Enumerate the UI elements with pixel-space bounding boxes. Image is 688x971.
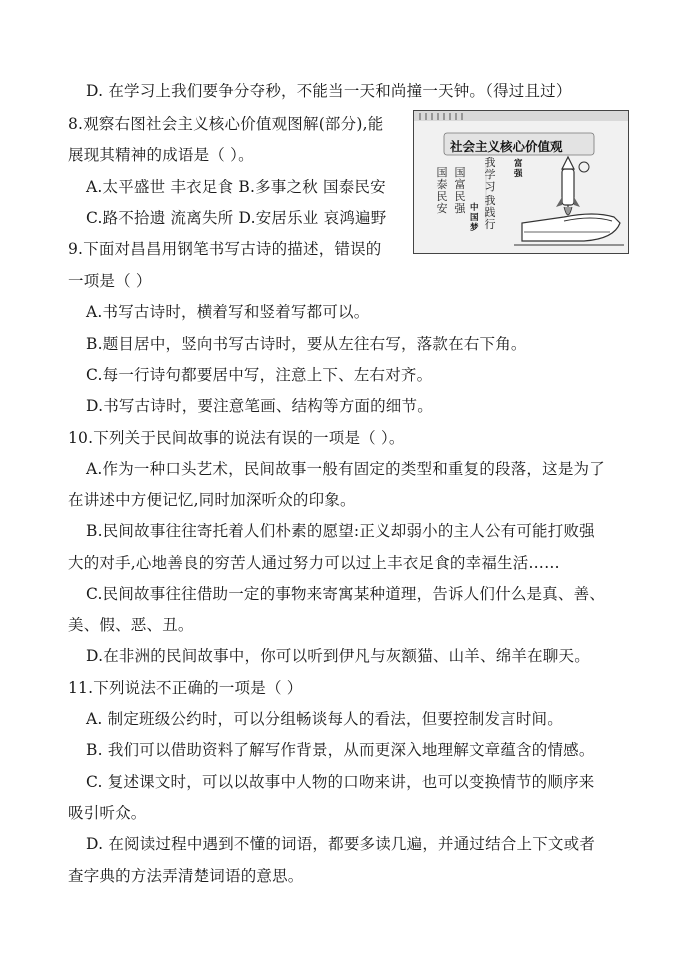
figure-tag-prosperity: 富强 [514,159,523,179]
question-8-options-cd: C.路不拾遗 流离失所 D.安居乐业 哀鸿遍野 [86,209,387,227]
option-d-q7: D. 在学习上我们要争分夺秒，不能当一天和尚撞一天钟。（得过且过） [86,82,572,100]
question-9-option-c: C.每一行诗句都要居中写，注意上下、左右对齐。 [86,366,433,384]
question-10-stem: 10.下列关于民间故事的说法有误的一项是（ ）。 [68,429,405,447]
question-10-option-b-cont: 大的对手,心地善良的穷苦人通过努力可以过上丰衣足食的幸福生活…… [68,554,560,572]
figure-col-guotai: 国泰民安 [436,166,448,215]
question-9-stem: 9.下面对昌昌用钢笔书写古诗的描述，错误的 [68,240,382,258]
question-11-stem: 11.下列说法不正确的一项是（ ） [68,679,303,697]
figure-col-study: 我学习 [484,156,496,193]
question-11-option-d: D. 在阅读过程中遇到不懂的词语，都要多读几遍，并通过结合上下文或者 [86,835,596,853]
question-11-option-b: B. 我们可以借助资料了解写作背景，从而更深入地理解文章蕴含的情感。 [86,741,595,759]
question-10-option-c-cont: 美、假、恶、丑。 [68,616,194,634]
core-values-figure [413,110,629,254]
question-8-stem-cont: 展现其精神的成语是（ ）。 [68,146,254,164]
figure-col-guofu: 国富民强 [454,166,466,215]
question-10-option-a: A.作为一种口头艺术，民间故事一般有固定的类型和重复的段落，这是为了 [86,460,605,478]
question-10-option-d: D.在非洲的民间故事中，你可以听到伊凡与灰额猫、山羊、绵羊在聊天。 [86,647,590,665]
question-11-option-c: C. 复述课文时，可以以故事中人物的口吻来讲，也可以变换情节的顺序来 [86,773,595,791]
question-11-option-a: A. 制定班级公约时，可以分组畅谈每人的看法，但要控制发言时间。 [86,710,563,728]
question-10-option-b: B.民间故事往往寄托着人们朴素的愿望:正义却弱小的主人公有可能打败强 [86,522,595,540]
question-9-option-d: D.书写古诗时，要注意笔画、结构等方面的细节。 [86,397,433,415]
question-9-stem-cont: 一项是（ ） [68,272,152,290]
figure-col-practice: 我践行 [484,194,496,231]
question-8-options-ab: A.太平盛世 丰衣足食 B.多事之秋 国泰民安 [86,178,386,196]
question-11-option-c-cont: 吸引听众。 [68,804,147,822]
rocket-icon [556,157,580,215]
question-8-stem: 8.观察右图社会主义核心价值观图解(部分),能 [68,115,384,133]
question-11-option-d-cont: 查字典的方法弄清楚词语的意思。 [68,867,304,885]
train-icon [514,214,624,245]
figure-title: 社会主义核心价值观 [450,139,563,154]
question-9-option-b: B.题目居中，竖向书写古诗时，要从左往右写，落款在右下角。 [86,335,527,353]
figure-tag-china-dream: 中国梦 [470,203,479,233]
question-10-option-a-cont: 在讲述中方便记忆,同时加深听众的印象。 [68,491,356,509]
question-10-option-c: C.民间故事往往借助一定的事物来寄寓某种道理，告诉人们什么是真、善、 [86,585,606,603]
question-9-option-a: A.书写古诗时，横着写和竖着写都可以。 [86,303,370,321]
